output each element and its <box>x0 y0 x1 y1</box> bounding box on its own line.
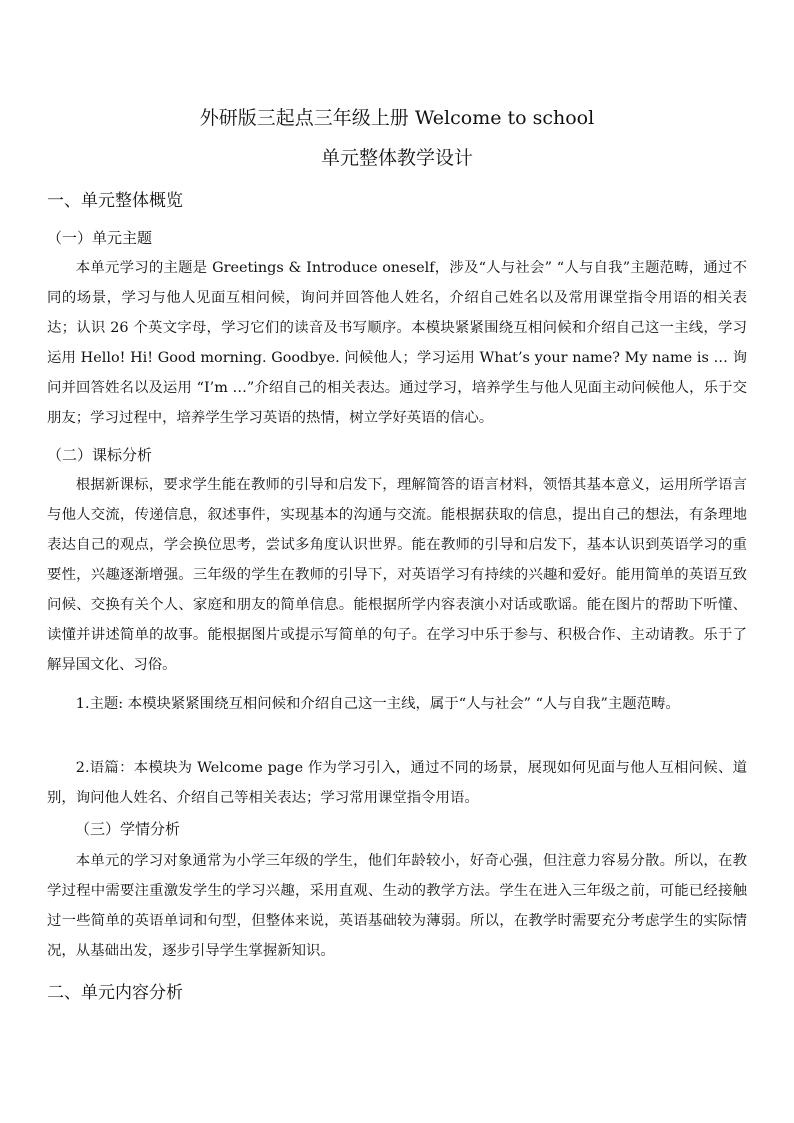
section-1-heading: 一、单元整体概览 <box>47 191 183 211</box>
section-2-heading: 二、单元内容分析 <box>47 983 183 1003</box>
curriculum-point-theme: 1.主题: 本模块紧紧围绕互相问候和介绍自己这一主线，属于“人与社会” “人与自我”主题范畴。 <box>75 696 680 712</box>
learner-paragraph: 本单元的学习对象通常为小学三年级的学生，他们年龄较小，好奇心强，但注意力容易分散。所以，在教学过程中需要注重激发学生的学习兴趣，采用直观、生动的教学方法。学生在进入三年级之前，可能已经接触过一些简单的英语单词和句型，但整体来说，英语基础较为薄弱。所以，在教学时需要充分考虑学生的实际情况，从基础出发，逐步引导学生掌握新知识。 <box>47 853 747 959</box>
document-title: 外研版三起点三年级上册 Welcome to school <box>199 107 595 129</box>
document-subtitle: 单元整体教学设计 <box>320 147 473 169</box>
subsection-learner-heading: （三）学情分析 <box>75 820 181 838</box>
theme-paragraph: 本单元学习的主题是 Greetings & Introduce oneself，涉及“人与社会” “人与自我”主题范畴，通过不同的场景，学习与他人见面互相问候，询问并回答他人姓名，介绍自己姓名以及常用课堂指令用语的相关表达；认识 26 个英文字母，学习它们的读音及书写顺序。本模块紧紧围绕互相问候和介绍自己这一主线，学习运用 Hello! Hi! Good morning. Goodbye. 问候他人；学习运用 What’s your name? My name is … 询问并回答姓名以及运用 “I’m …”介绍自己的相关表达。通过学习，培养学生与他人见面主动问候他人，乐于交朋友；学习过程中，培养学生学习英语的热情，树立学好英语的信心。 <box>47 260 747 426</box>
subsection-curriculum-heading: （二）课标分析 <box>47 446 153 464</box>
curriculum-point-discourse: 2.语篇：本模块为 Welcome page 作为学习引入，通过不同的场景，展现如何见面与他人互相问候、道别，询问他人姓名、介绍自己等相关表达；学习常用课堂指令用语。 <box>47 760 747 806</box>
subsection-theme-heading: （一）单元主题 <box>47 229 153 247</box>
curriculum-paragraph: 根据新课标，要求学生能在教师的引导和启发下，理解简答的语言材料，领悟其基本意义，运用所学语言与他人交流，传递信息，叙述事件，实现基本的沟通与交流。能根据获取的信息，提出自己的想法，有条理地表达自己的观点，学会换位思考，尝试多角度认识世界。能在教师的引导和启发下，基本认识到英语学习的重要性，兴趣逐渐增强。三年级的学生在教师的引导下，对英语学习有持续的兴趣和爱好。能用简单的英语互致问候、交换有关个人、家庭和朋友的简单信息。能根据所学内容表演小对话或歌谣。能在图片的帮助下听懂、读懂并讲述简单的故事。能根据图片或提示写简单的句子。在学习中乐于参与、积极合作、主动请教。乐于了解异国文化、习俗。 <box>47 477 747 673</box>
